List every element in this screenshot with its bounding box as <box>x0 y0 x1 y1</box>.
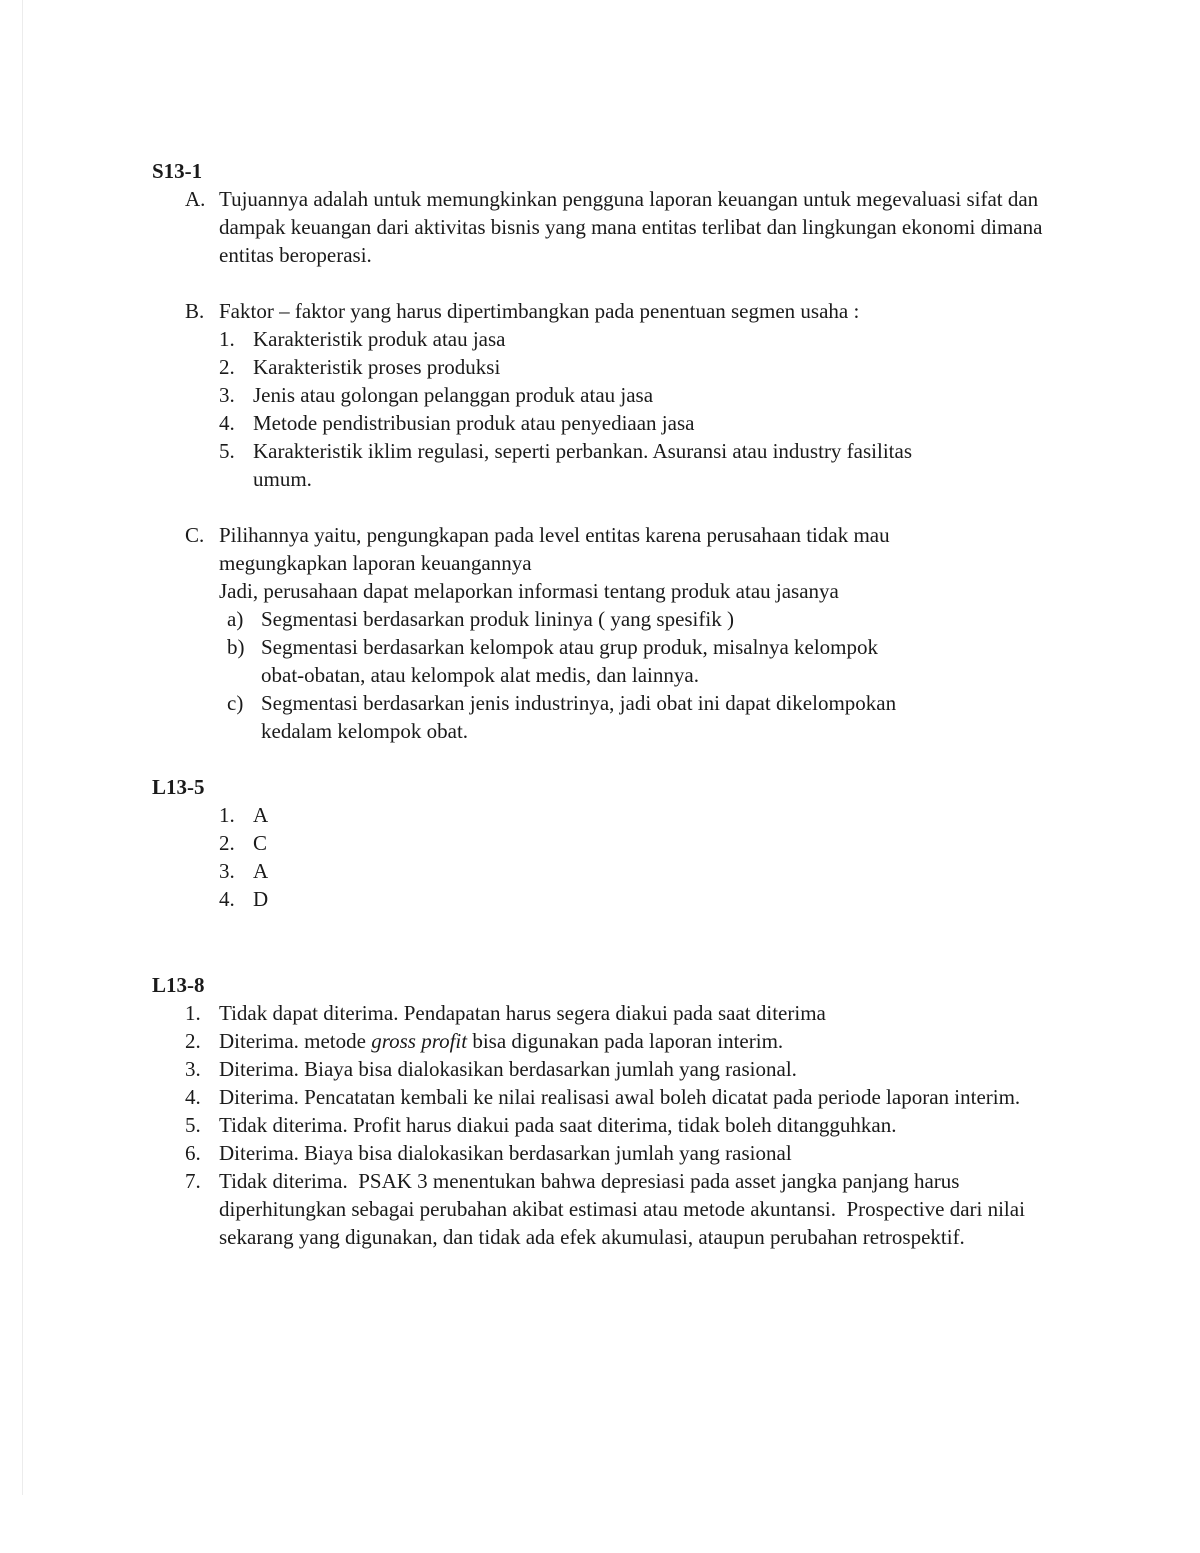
factor-number: 2. <box>219 355 235 379</box>
segment-letter: c) <box>227 691 244 715</box>
assessment-number: 5. <box>185 1113 201 1137</box>
factor-text: Karakteristik proses produksi <box>253 355 501 379</box>
factor-text: Karakteristik produk atau jasa <box>253 327 506 351</box>
section-heading-l13-8: L13-8 <box>152 973 205 997</box>
segment-text: Segmentasi berdasarkan kelompok atau grup produk, misalnya kelompok <box>261 635 879 659</box>
item-a-line: entitas beroperasi. <box>219 243 372 267</box>
gross-profit-term: gross profit <box>371 1029 468 1053</box>
segment-text: Segmentasi berdasarkan produk lininya ( yang spesifik ) <box>261 607 734 631</box>
assessment-text: Diterima. Biaya bisa dialokasikan berdasarkan jumlah yang rasional <box>219 1141 792 1165</box>
segment-text: obat-obatan, atau kelompok alat medis, dan lainnya. <box>261 663 699 687</box>
factor-number: 3. <box>219 383 235 407</box>
segment-text: Segmentasi berdasarkan jenis industrinya, jadi obat ini dapat dikelompokan <box>261 691 897 715</box>
factor-text: Metode pendistribusian produk atau penyediaan jasa <box>253 411 695 435</box>
answer-number: 3. <box>219 859 235 883</box>
segment-text: kedalam kelompok obat. <box>261 719 469 743</box>
item-b-intro: Faktor – faktor yang harus dipertimbangkan pada penentuan segmen usaha : <box>219 299 860 323</box>
assessment-number: 6. <box>185 1141 201 1165</box>
item-a-line: dampak keuangan dari aktivitas bisnis yang mana entitas terlibat dan lingkungan ekonomi dimana <box>219 215 1043 239</box>
assessment-text <box>219 1027 783 1055</box>
factor-text: Jenis atau golongan pelanggan produk atau jasa <box>253 383 654 407</box>
section-heading-s13-1: S13-1 <box>152 159 203 183</box>
factor-number: 5. <box>219 439 235 463</box>
item-c-line: Jadi, perusahaan dapat melaporkan informasi tentang produk atau jasanya <box>219 579 839 603</box>
item-c-line: megungkapkan laporan keuangannya <box>219 551 532 575</box>
answer-value: C <box>253 831 268 855</box>
item-a-line: Tujuannya adalah untuk memungkinkan pengguna laporan keuangan untuk megevaluasi sifat dan <box>219 187 1039 211</box>
answer-number: 2. <box>219 831 235 855</box>
assessment-text: Tidak diterima. PSAK 3 menentukan bahwa depresiasi pada asset jangka panjang harus <box>219 1169 960 1193</box>
answer-number: 1. <box>219 803 235 827</box>
assessment-number: 1. <box>185 1001 201 1025</box>
segment-letter: b) <box>227 635 245 659</box>
assessment-number: 4. <box>185 1085 201 1109</box>
section-heading-l13-5: L13-5 <box>152 775 205 799</box>
item-c-line: Pilihannya yaitu, pengungkapan pada level entitas karena perusahaan tidak mau <box>219 523 890 547</box>
assessment-number: 2. <box>185 1029 201 1053</box>
factor-number: 4. <box>219 411 235 435</box>
assessment-text-part: Diterima. metode <box>219 1029 372 1053</box>
factor-text: umum. <box>253 467 312 491</box>
answer-value: A <box>253 803 269 827</box>
assessment-number: 3. <box>185 1057 201 1081</box>
assessment-text: Tidak diterima. Profit harus diakui pada saat diterima, tidak boleh ditangguhkan. <box>219 1113 897 1137</box>
answer-number: 4. <box>219 887 235 911</box>
item-marker-a: A. <box>185 187 206 211</box>
assessment-text: Diterima. Pencatatan kembali ke nilai realisasi awal boleh dicatat pada periode laporan interim. <box>219 1085 1021 1109</box>
answer-value: D <box>253 887 269 911</box>
assessment-text: Tidak dapat diterima. Pendapatan harus segera diakui pada saat diterima <box>219 1001 826 1025</box>
factor-text: Karakteristik iklim regulasi, seperti perbankan. Asuransi atau industry fasilitas <box>253 439 912 463</box>
item-marker-b: B. <box>185 299 205 323</box>
assessment-text-part: bisa digunakan pada laporan interim. <box>467 1029 784 1053</box>
item-marker-c: C. <box>185 523 205 547</box>
answer-value: A <box>253 859 269 883</box>
segment-letter: a) <box>227 607 244 631</box>
assessment-text: sekarang yang digunakan, dan tidak ada efek akumulasi, ataupun perubahan retrospektif. <box>219 1225 965 1249</box>
assessment-text: Diterima. Biaya bisa dialokasikan berdasarkan jumlah yang rasional. <box>219 1057 797 1081</box>
assessment-number: 7. <box>185 1169 201 1193</box>
factor-number: 1. <box>219 327 235 351</box>
assessment-text: diperhitungkan sebagai perubahan akibat estimasi atau metode akuntansi. Prospective dari nilai <box>219 1197 1025 1221</box>
